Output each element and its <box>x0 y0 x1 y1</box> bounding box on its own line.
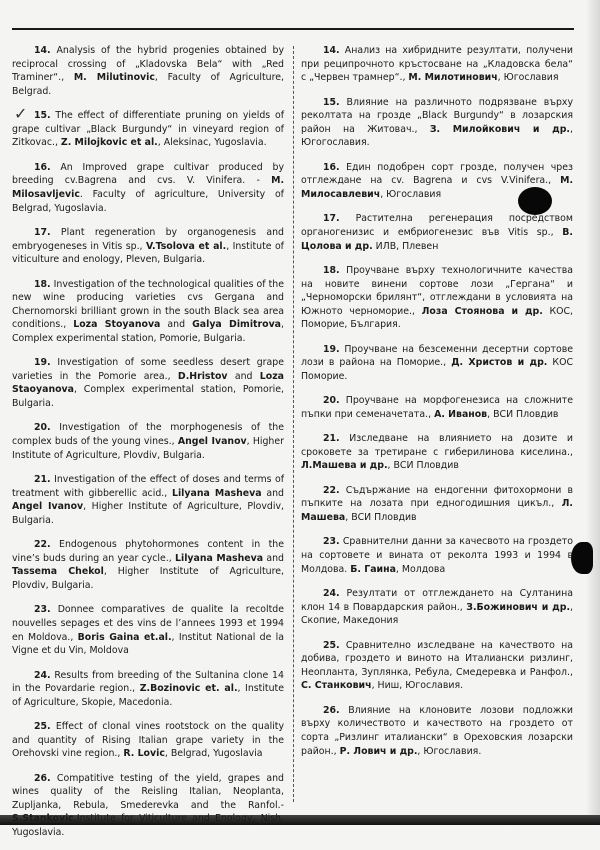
entry-title: Investigation of the technological qualities of the new wine producing varieties cvs Gergana and Chernomorski brilliant grown in the south Black sea area conditions., <box>12 278 284 331</box>
entry-authors: М. Милосавлевич <box>301 175 573 200</box>
entry-affiliation: , Югославия. <box>417 745 482 757</box>
entry-title: Donnee comparatives de qualite la recoltde nouvelles sepages et des vins de l’annees 1993 et 1994 en Moldova., <box>12 604 284 643</box>
reference-entry <box>12 603 284 657</box>
entry-title: An Improved grape cultivar produced by breeding cv.Bagrena and cvs. V. Vinifera. - <box>12 161 284 187</box>
reference-entry <box>12 538 284 592</box>
reference-entry <box>12 473 284 527</box>
entry-authors: S.Stankovic <box>12 813 74 825</box>
entry-title: Effect of clonal vines rootstock on the quality and quantity of Rising Italian grape variety in the Orehovski vine region., <box>12 721 284 760</box>
entry-number: 21. <box>323 433 340 445</box>
entry-number: 17. <box>323 213 340 225</box>
entry-title: Влияние на клоновите лозови подложки върху количеството и качеството на гроздето от сорта „Ризлинг италиански“ в Ореховския лозарски район., <box>301 704 573 757</box>
entry-number: 18. <box>323 264 340 276</box>
entry-authors: Z. Milojkovic et al. <box>60 137 158 149</box>
entry-authors: Р. Лович и др. <box>339 745 418 757</box>
entry-title: Резултати от отглеждането на Султанина клон 14 в Повардарския район., <box>301 587 573 613</box>
reference-entry <box>12 109 284 150</box>
entry-number: 22. <box>323 484 340 496</box>
reference-entry <box>301 432 573 473</box>
entry-authors: В. Цолова и др. <box>301 226 573 252</box>
reference-entry <box>12 44 284 98</box>
entry-affiliation: ,Institute for Viticulture and Enology, Nish, Yugoslavia. <box>12 813 284 839</box>
entry-affiliation: , Institut National de la Vigne et du Vin, Moldova <box>12 631 284 657</box>
checkmark-icon: ✓ <box>14 104 28 123</box>
entry-authors: R. Lovic <box>123 748 165 760</box>
entry-title: Проучване на морфогенезиса на сложните пъпки при семеначетата., <box>301 395 573 420</box>
entry-authors: Angel Ivanov <box>177 436 247 448</box>
header-rule <box>12 28 574 30</box>
reference-entry <box>301 704 573 758</box>
entry-number: 18. <box>34 278 51 290</box>
entry-title: Endogenous phytohormones content in the vine’s buds during an year cycle., <box>12 539 284 564</box>
reference-entry <box>12 421 284 462</box>
entry-authors: Б. Гаина <box>350 563 396 575</box>
reference-entry <box>12 161 284 215</box>
entry-number: 21. <box>34 474 51 486</box>
entry-number: 26. <box>323 704 340 716</box>
column-divider <box>293 46 294 802</box>
entry-authors: Boris Gaina et.al. <box>77 631 172 643</box>
entry-authors: Lilyana Masheva <box>175 552 264 564</box>
entry-affiliation: КОС, Поморие, България. <box>301 305 574 331</box>
entry-number: 19. <box>34 357 51 369</box>
reference-entry <box>301 96 573 150</box>
entry-affiliation: , Higher Institute of Agriculture, Plovdiv, Bulgaria. <box>12 501 284 526</box>
entry-number: 15. <box>323 96 340 108</box>
entry-title: Един подобрен сорт грозде, получен чрез отглеждане на cv. Bagrena и cvs V.Vinifera., <box>301 161 573 187</box>
entry-authors: С. Станкович <box>301 680 372 692</box>
entry-affiliation: , Молдова <box>395 563 446 575</box>
entry-title: Compatitive testing of the yield, grapes and wines quality of the Reisling Italian, Neoplanta, Zupljanka, Rebula, Smederevka and the Ranfol.- <box>12 772 284 811</box>
reference-entry <box>12 720 284 761</box>
entry-affiliation: , Ниш, Югославия. <box>371 680 464 692</box>
reference-entry <box>12 226 284 267</box>
reference-entry <box>301 44 573 85</box>
reference-entry <box>12 669 284 710</box>
entry-title: Investigation of some seedless desert grape varieties in the Pomorie area., <box>12 357 284 382</box>
entry-number: 23. <box>34 604 51 616</box>
entry-title: Investigation of the morphogenesis of the complex buds of the young vines., <box>12 422 284 448</box>
entry-number: 25. <box>323 639 340 651</box>
entry-affiliation: , Скопие, Македония <box>301 601 573 627</box>
entry-affiliation: , Complex experimental station, Pomorie, Bulgaria. <box>12 319 284 344</box>
reference-entry <box>301 161 573 202</box>
entry-title: Проучване върху технологичните качества на новите винени сортове лози „Гергана“ и „Черноморски брилянт“, отглеждани в условията на Южното черноморие., <box>301 264 573 317</box>
entry-conjunction: and <box>263 552 285 564</box>
entry-affiliation: , Complex experimental station, Pomorie, Bulgaria. <box>12 384 284 410</box>
entry-authors: Angel Ivanov <box>12 501 84 513</box>
entry-number: 24. <box>323 587 340 599</box>
bulgarian-column <box>301 44 573 769</box>
entry-number: 15. <box>34 110 51 122</box>
entry-authors: M. Milosavljevic <box>12 175 284 200</box>
entry-number: 16. <box>323 161 340 173</box>
entry-conjunction: and <box>227 370 260 382</box>
entry-title: Сравнителни данни за качесвото на гроздето на сортовете и вината от реколта 1993 и 1994 в Молдова. <box>301 536 573 575</box>
entry-authors: Л. Машева <box>301 498 573 523</box>
entry-authors: M. Milutinovic <box>73 72 155 84</box>
entry-number: 14. <box>34 45 51 56</box>
entry-affiliation: , Belgrad, Yugoslavia <box>164 748 263 760</box>
entry-affiliation: , Югославия <box>380 188 442 200</box>
english-column <box>12 44 284 850</box>
reference-entry <box>12 356 284 410</box>
entry-authors: Loza Stoyanova <box>73 319 161 331</box>
entry-authors: Z.Bozinovic et. al. <box>139 683 238 695</box>
entry-authors: Galya Dimitrova <box>192 319 282 331</box>
entry-title: Влияние на различното подрязване върху реколтата на грозде „Black Burgundy“ в лозарския район на Житовач., <box>301 96 573 135</box>
entry-conjunction: and <box>261 487 284 499</box>
reference-entry <box>301 535 573 576</box>
entry-affiliation: , Aleksinac, Yugoslavia. <box>157 137 267 149</box>
reference-entry <box>301 639 573 693</box>
entry-title: Analysis of the hybrid progenies obtained by reciprocal crossing of „Kladovska Bela“ with „Red Traminer“., <box>12 45 284 84</box>
reference-entry <box>301 264 573 332</box>
entry-authors: Д. Христов и др. <box>451 357 548 369</box>
entry-affiliation: , Institute of Agriculture, Skopie, Macedonia. <box>12 683 284 708</box>
entry-title: Съдържание на ендогенни фитохормони в пъпките на лозата при едногодишния цикъл., <box>301 484 573 510</box>
entry-affiliation: ИЛВ, Плевен <box>372 240 439 252</box>
entry-authors: D.Hristov <box>177 370 228 382</box>
reference-entry <box>301 484 573 525</box>
entry-number: 16. <box>34 161 51 173</box>
entry-number: 22. <box>34 539 51 551</box>
entry-number: 14. <box>323 45 340 56</box>
entry-authors: Lilyana Masheva <box>172 487 262 499</box>
entry-number: 17. <box>34 226 51 238</box>
entry-affiliation: . Faculty of agriculture, University of Belgrad, Yugoslavia. <box>12 188 284 214</box>
entry-title: Investigation of the effect of doses and terms of treatment with gibberellic acid., <box>12 474 284 499</box>
entry-title: Сравнително изследване на качеството на добива, гроздето и виното на Италиански ризлинг, Неопланта, Зуплянка, Ребула, Смедеревка и Ранфол., <box>301 639 573 678</box>
entry-authors: Tassema Chekol <box>12 566 104 578</box>
reference-entry <box>12 772 284 840</box>
entry-number: 25. <box>34 721 51 733</box>
entry-affiliation: , ВСИ Пловдив <box>387 460 459 472</box>
entry-number: 19. <box>323 343 340 355</box>
entry-title: Растителна регенерация посредством органогенизис и ембриогенезис във Vitis sp., <box>301 213 573 238</box>
reference-entry <box>12 278 284 346</box>
entry-number: 26. <box>34 772 51 784</box>
entry-authors: М. Милотинович <box>408 72 498 84</box>
entry-title: Results from breeding of the Sultanina clone 14 in the Povardarie region., <box>12 669 284 695</box>
entry-authors: Лоза Стоянова и др. <box>421 305 543 317</box>
reference-entry <box>301 343 573 384</box>
entry-authors: З. Милойкович и др. <box>429 123 570 135</box>
entry-affiliation: , Faculty of Agriculture, Belgrad. <box>12 72 284 97</box>
entry-authors: V.Tsolova et al. <box>145 240 227 252</box>
entry-number: 20. <box>323 395 340 407</box>
entry-title: Изследване на влиянието на дозите и сроковете за третиране с гиберилинова киселина., <box>301 433 573 458</box>
entry-authors: З.Божинович и др. <box>466 601 571 613</box>
entry-number: 20. <box>34 422 51 434</box>
entry-title: Анализ на хибридните резултати, получени при реципрочното кръстосване на „Кладовска бела“ с „Червен трамнер“., <box>301 45 573 84</box>
entry-affiliation: , Higher Institute of Agriculture, Plovdiv, Bulgaria. <box>12 436 284 461</box>
entry-number: 24. <box>34 669 51 681</box>
entry-affiliation: , ВСИ Пловдив <box>345 512 417 523</box>
entry-affiliation: , ВСИ Пловдив <box>487 408 559 420</box>
entry-number: 23. <box>323 536 340 548</box>
entry-affiliation: , Югогославия. <box>301 123 573 149</box>
reference-entry <box>301 394 573 421</box>
reference-entry <box>301 587 573 628</box>
entry-authors: Л.Машева и др. <box>301 460 388 472</box>
entry-authors: А. Иванов <box>434 408 488 420</box>
entry-title: The effect of differentiate pruning on yields of grape cultivar „Black Burgundy“ in vineyard region of Zitkovac., <box>12 110 284 149</box>
entry-affiliation: , Institute of viticulture and enology, Pleven, Bulgaria. <box>12 240 284 266</box>
entry-affiliation: КОС Поморие. <box>301 357 573 382</box>
entry-authors: Loza Staoyanova <box>12 370 284 396</box>
entry-title: Plant regeneration by organogenesis and embryogeneses in Vitis sp., <box>12 226 284 252</box>
reference-entry <box>301 212 573 253</box>
entry-affiliation: , Югославия <box>497 72 559 84</box>
entry-affiliation: , Higher Institute of Agriculture, Plovdiv, Bulgaria. <box>12 566 284 591</box>
entry-conjunction: and <box>160 319 193 331</box>
entry-title: Проучване на безсеменни десертни сортове лози в района на Поморие., <box>301 343 573 369</box>
scan-edge-shadow <box>586 0 600 815</box>
ink-blot <box>571 542 593 574</box>
